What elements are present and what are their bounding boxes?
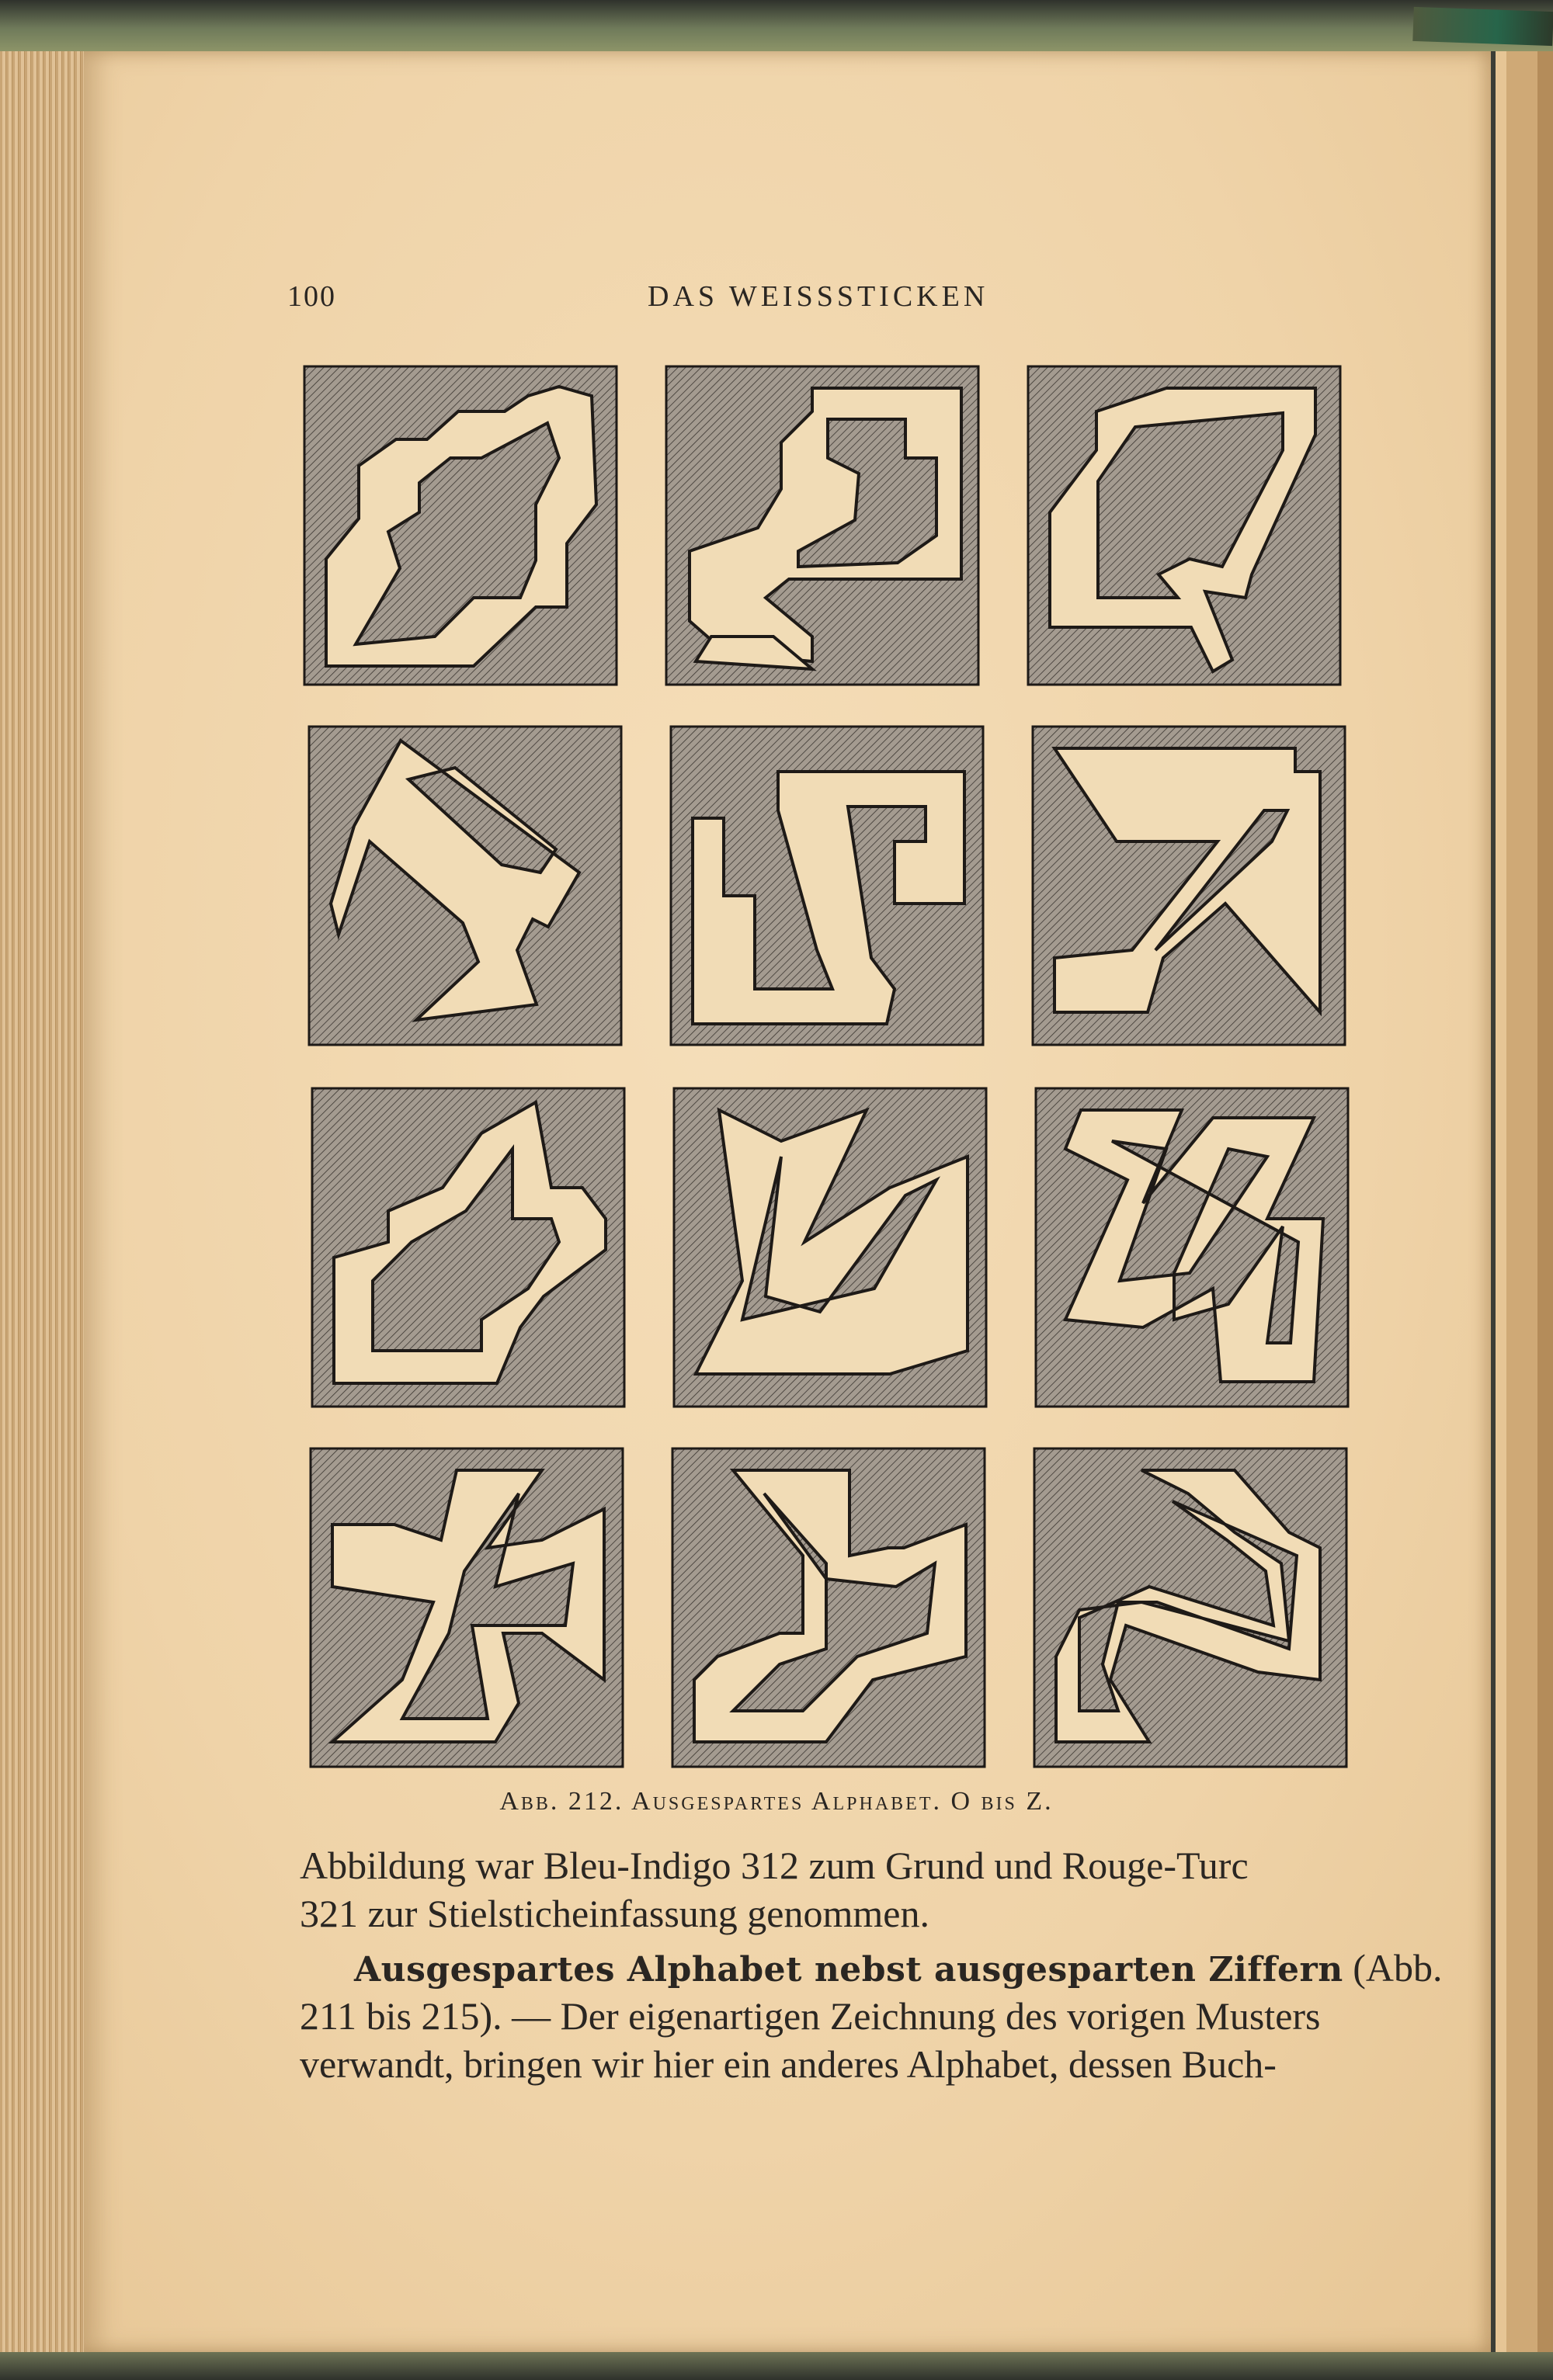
section-heading: Ausgespartes Alphabet nebst ausgesparten Ziffern — [354, 1950, 1343, 1990]
letter-tile-w — [1034, 1087, 1350, 1408]
page-edges-left — [0, 51, 84, 2352]
letter-tile-z — [1033, 1447, 1348, 1768]
letter-tile-t — [1031, 725, 1346, 1046]
text-line-4: 211 bis 215). — Der eigenartigen Zeichnung des vorigen Musters — [300, 1994, 1321, 2038]
text-line-5: verwandt, bringen wir hier ein anderes Alphabet, dessen Buch- — [300, 2042, 1277, 2086]
letter-tile-u — [311, 1087, 626, 1408]
text-line-2: 321 zur Stielsticheinfassung genommen. — [300, 1892, 929, 1935]
page-edges-right — [1491, 51, 1553, 2352]
letter-tile-o — [303, 365, 618, 686]
letter-tile-r — [307, 725, 623, 1046]
letter-tile-y — [671, 1447, 986, 1768]
figure-caption: Abb. 212. Ausgespartes Alphabet. O bis Z. — [499, 1787, 1054, 1816]
letter-tile-x — [309, 1447, 624, 1768]
ribbon-marker — [1412, 7, 1553, 46]
book-cover-bottom — [0, 2352, 1553, 2380]
book-cover-top — [0, 0, 1553, 51]
letter-tile-p — [665, 365, 980, 686]
letter-tile-s — [669, 725, 985, 1046]
text-line-1: Abbildung war Bleu-Indigo 312 zum Grund und Rouge-Turc — [300, 1844, 1249, 1887]
text-line-3-rest: (Abb. — [1343, 1946, 1443, 1990]
running-head — [287, 279, 1374, 318]
page-number: 100 — [287, 280, 336, 313]
text-line-3 — [354, 1944, 1443, 1994]
alphabet-figure — [295, 357, 1382, 1778]
letter-tile-v — [672, 1087, 988, 1408]
running-title: DAS WEISSSTICKEN — [648, 280, 989, 313]
body-text — [300, 1841, 1443, 2090]
letter-tile-q — [1027, 365, 1342, 686]
